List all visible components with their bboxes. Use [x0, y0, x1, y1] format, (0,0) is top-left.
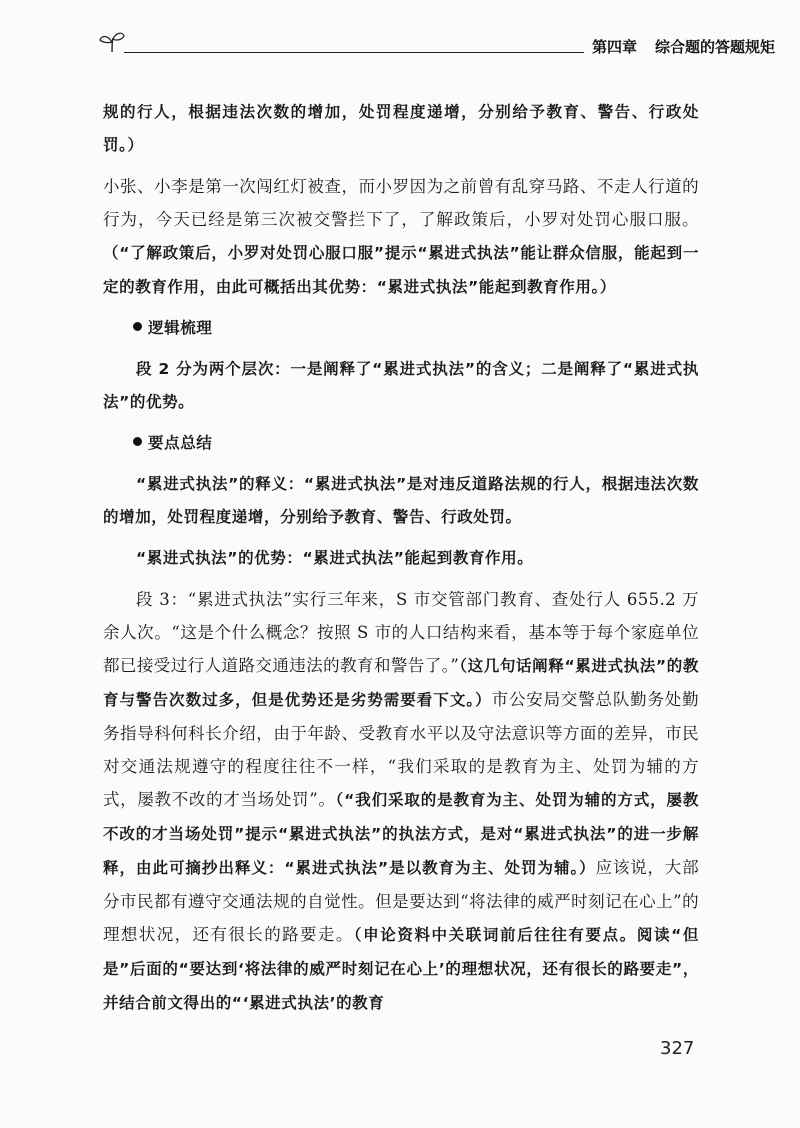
- bullet-summary-label: 要点总结: [148, 434, 213, 452]
- bullet-icon: [133, 322, 142, 331]
- paragraph-4: “累进式执法”的释义：“累进式执法”是对违反道路法规的行人，根据违法次数的增加，处罚程度递增，分别给予教育、警告、行政处罚。: [103, 475, 699, 526]
- paragraph-5: “累进式执法”的优势：“累进式执法”能起到教育作用。: [136, 549, 534, 567]
- paragraph-6: [103, 583, 699, 1020]
- paragraph-2: [103, 170, 699, 304]
- page-number: 327: [660, 1038, 695, 1059]
- chapter-title: 综合题的答题规矩: [655, 38, 776, 56]
- paragraph-6-note-2: （“我们采取的是教育为主、处罚为辅的方式，屡教不改的才当场处罚”提示“累进式执法”的执法方式，是对“累进式执法”的进一步解释，由此可摘抄出释义：“累进式执法”是以教育为主、处罚为辅。）: [103, 791, 699, 877]
- body-text: [103, 96, 699, 1020]
- chapter-heading: [592, 36, 775, 57]
- paragraph-6-note-1: （这几句话阐释“累进式执法”的教育与警告次数过多，但是优势还是劣势需要看下文。）: [103, 657, 699, 709]
- bullet-icon: [133, 437, 142, 446]
- running-header: [98, 28, 776, 62]
- chapter-number: 第四章: [592, 38, 638, 56]
- header-rule: [124, 52, 584, 53]
- paragraph-3: 段 2 分为两个层次：一是阐释了“累进式执法”的含义；二是阐释了“累进式执法”的优势。: [103, 360, 699, 411]
- sprout-icon: [98, 30, 126, 54]
- paragraph-6-text-3: 应该说，大部分市民都有遵守交通法规的自觉性。但是要达到“将法律的威严时刻记在心上”的理想状况，还有很长的路要走。: [103, 858, 699, 944]
- paragraph-6-text-2: 市公安局交警总队勤务处勤务指导科何科长介绍，由于年龄、受教育水平以及守法意识等方面的差异，市民对交通法规遵守的程度往往不一样，“我们采取的是教育为主、处罚为辅的方式，屡教不改的才当场处罚”。: [103, 690, 699, 809]
- paragraph-1: 规的行人，根据违法次数的增加，处罚程度递增，分别给予教育、警告、行政处罚。）: [103, 103, 699, 154]
- paragraph-2-note: （“了解政策后，小罗对处罚心服口服”提示“累进式执法”能让群众信服，能起到一定的教育作用，由此可概括出其优势：“累进式执法”能起到教育作用。）: [103, 244, 699, 296]
- bullet-logic: [103, 312, 699, 345]
- paragraph-6-note-3: （申论资料中关联词前后往往有要点。阅读“但是”后面的“要达到‘将法律的威严时刻记在心上’的理想状况，还有很长的路要走”，并结合前文得出的“‘累进式执法’的教育: [103, 926, 699, 1012]
- bullet-logic-label: 逻辑梳理: [148, 319, 213, 337]
- paragraph-2-text: 小张、小李是第一次闯红灯被查，而小罗因为之前曾有乱穿马路、不走人行道的行为，今天已经是第三次被交警拦下了，了解政策后，小罗对处罚心服口服。: [103, 177, 699, 229]
- bullet-summary: [103, 427, 699, 460]
- paragraph-6-text-1: 段 3：“累进式执法”实行三年来，S 市交管部门教育、查处行人 655.2 万余人次。“这是个什么概念？按照 S 市的人口结构来看，基本等于每个家庭单位都已接受过行人道路交通违法的教育和警告了。”: [103, 590, 699, 675]
